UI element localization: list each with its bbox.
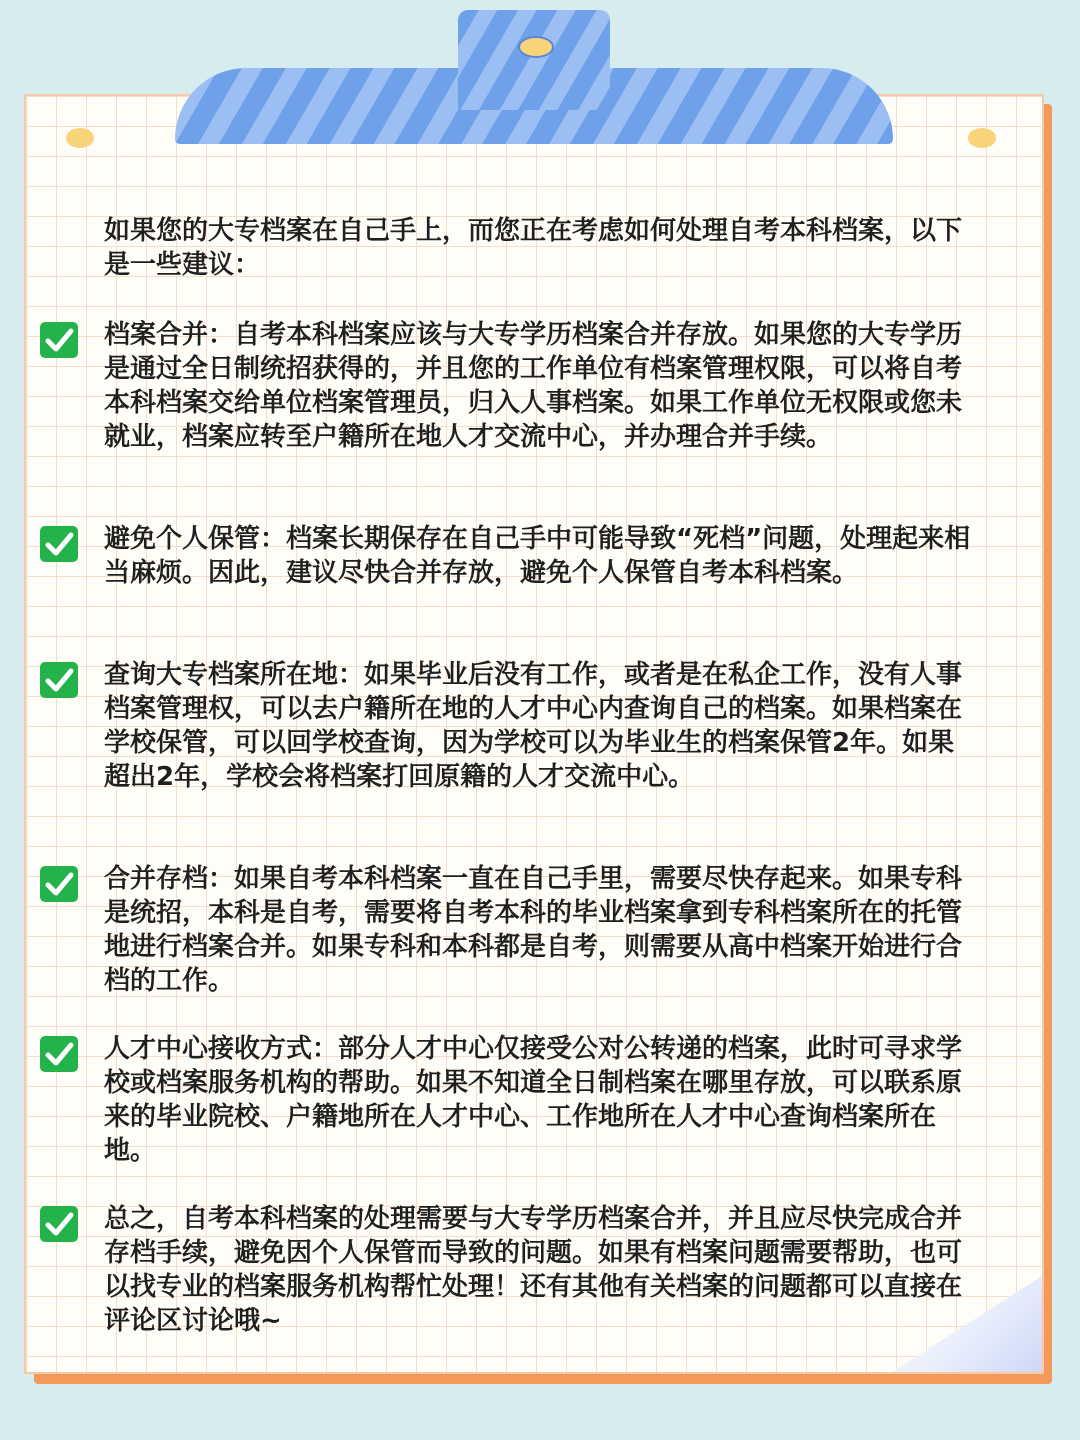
list-item-text: 查询大专档案所在地：如果毕业后没有工作，或者是在私企工作，没有人事档案管理权，可以去户籍所在地的人才中心内查询自己的档案。如果档案在学校保管，可以回学校查询，因为学校可以为毕业生的档案保管2年。如果超出2年，学校会将档案打回原籍的人才交流中心。 [104, 660, 963, 792]
check-icon [40, 866, 78, 902]
list-item-text: 避免个人保管：档案长期保存在自己手中可能导致“死档”问题，处理起来相当麻烦。因此，建议尽快合并存放，避免个人保管自考本科档案。 [104, 524, 971, 588]
list-item-text: 人才中心接收方式：部分人才中心仅接受公对公转递的档案，此时可寻求学校或档案服务机构的帮助。如果不知道全日制档案在哪里存放，可以联系原来的毕业院校、户籍地所在人才中心、工作地所在人才中心查询档案所在地。 [104, 1034, 963, 1166]
check-icon [40, 662, 78, 698]
check-icon [40, 1036, 78, 1072]
check-icon [40, 526, 78, 562]
list-item-text: 总之，自考本科档案的处理需要与大专学历档案合并，并且应尽快完成合并存档手续，避免因个人保管而导致的问题。如果有档案问题需要帮助，也可以找专业的档案服务机构帮忙处理！还有其他有关档案的问题都可以直接在评论区讨论哦~ [104, 1204, 963, 1336]
list-item-text: 档案合并：自考本科档案应该与大专学历档案合并存放。如果您的大专学历是通过全日制统招获得的，并且您的工作单位有档案管理权限，可以将自考本科档案交给单位档案管理员，归入人事档案。如果工作单位无权限或您未就业，档案应转至户籍所在地人才交流中心，并办理合并手续。 [104, 320, 963, 452]
check-icon [40, 1206, 78, 1242]
check-icon [40, 322, 78, 358]
intro-paragraph: 如果您的大专档案在自己手上，而您正在考虑如何处理自考本科档案，以下是一些建议： [104, 216, 963, 280]
list-item-text: 合并存档：如果自考本科档案一直在自己手里，需要尽快存起来。如果专科是统招，本科是自考，需要将自考本科的毕业档案拿到专科档案所在的托管地进行档案合并。如果专科和本科都是自考，则需要从高中档案开始进行合档的工作。 [104, 864, 963, 996]
